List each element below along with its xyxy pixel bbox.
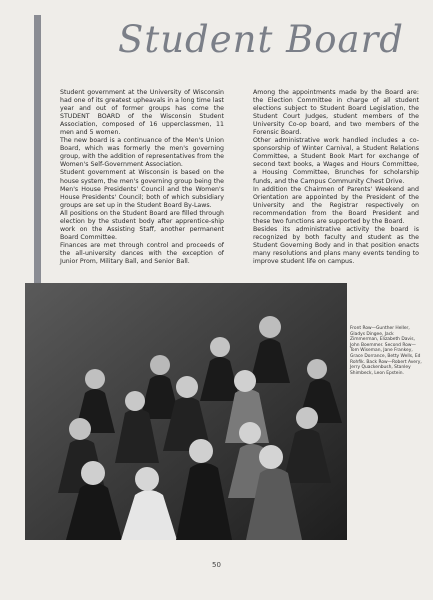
paragraph: In addition the Chairmen of Parents' Weekend and Orientation are appointed by the President of the University and the Registrar respectively on recommendation from the Board President and these two functions are supported by the Board. bbox=[253, 185, 419, 225]
page-number: 50 bbox=[212, 561, 221, 569]
paragraph: Besides its administrative activity the board is recognized by both faculty and student as the Student Governing Body and in that position enacts many resolutions and plans many events tending to improve student life on campus. bbox=[253, 225, 419, 265]
photo-caption: Front Row—Gunther Heller, Gladys Dingee, Jack Zimmerman, Elizabeth Davis, John Boemmer. Second Row—Tom Wiseman, Jane Frankey, Grace Dorrance, Betty Wells, Ed Rohfik. Back Row—Robert Avery, Jerry Quackenbush, Stanley Shimbeck, Leon Epstein. bbox=[350, 326, 422, 376]
group-photo bbox=[25, 283, 347, 540]
paragraph: Other administrative work handled includes a co-sponsorship of Winter Carnival, a Student Relations Committee, a Student Book Mart for exchange of second text books, a Wages and Hours Committee, a Housing Committee, Brunches for scholarship funds, and the Campus Community Chest Drive. bbox=[253, 137, 419, 185]
paragraph: Student government at Wisconsin is based on the house system, the men's governing group being the Men's House Presidents' Council and the Women's House Presidents' Council; both of which subsidiary groups are set up in the Student Board By-Laws. bbox=[60, 169, 224, 209]
paragraph: Finances are met through control and proceeds of the all-university dances with the exception of Junior Prom, Military Ball, and Senior Ball. bbox=[60, 241, 224, 265]
paragraph: All positions on the Student Board are filled through election by the student body after apprentice-ship work on the Assisting Staff, another permanent Board Committee. bbox=[60, 209, 224, 241]
paragraph: Among the appointments made by the Board are: the Election Committee in charge of all student elections subject to Student Board Legislation, the Student Court Judges, student members of the University Co-op board, and two members of the Forensic Board. bbox=[253, 89, 419, 137]
right-text-column bbox=[253, 89, 419, 266]
left-text-column bbox=[60, 89, 224, 266]
paragraph: The new board is a continuance of the Men's Union Board, which was formerly the men's governing group, with the addition of representatives from the Women's Self-Government Association. bbox=[60, 137, 224, 169]
paragraph: Student government at the University of Wisconsin had one of its greatest upheavals in a long time last year and out of former groups has come the STUDENT BOARD of the Wisconsin Student Association, composed of 16 upperclassmen, 11 men and 5 women. bbox=[60, 89, 224, 137]
page-title: Student Board bbox=[118, 18, 404, 61]
